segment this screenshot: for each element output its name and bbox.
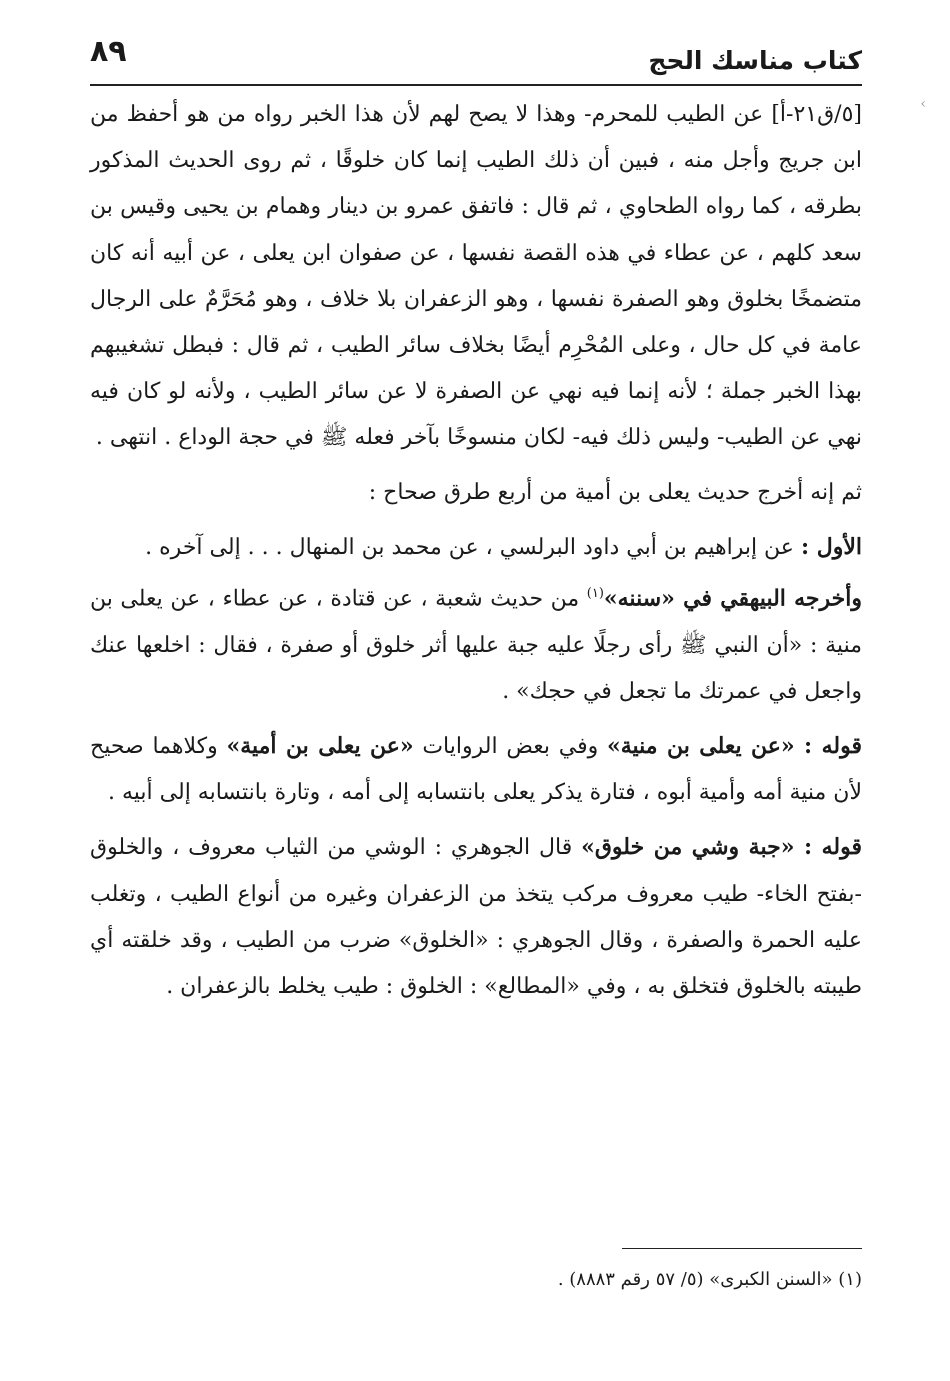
footnote: (١) «السنن الكبرى» (٥/ ٥٧ رقم ٨٨٨٣) . (557, 1269, 862, 1290)
running-title: كتاب مناسك الحج (648, 46, 862, 75)
main-text (90, 92, 862, 1010)
paragraph-4-lead: وأخرجه البيهقي في «سننه» (603, 585, 863, 612)
paragraph-5-mid: وفي بعض الروايات (413, 733, 607, 759)
footnote-divider (622, 1248, 862, 1249)
paragraph-6-text: قال الجوهري : الوشي من الثياب معروف ، والخلوق -بفتح الخاء- طيب معروف مركب يتخذ من الزعفران وغيره من أنواع الطيب ، وتغلب عليه الحمرة والصفرة ، وقال الجوهري : «الخلوق» ضرب من الطيب ، وقد خلقته أي طيبته بالخلوق فتخلق به ، وفي «المطالع» : الخلوق : طيب يخلط بالزعفران . (90, 835, 862, 999)
paragraph-3 (90, 524, 862, 571)
paragraph-5-text: وكلاهما صحيح لأن منية أمه وأمية أبوه ، فتارة يذكر يعلى بانتسابه إلى أمه ، وتارة بانتسابه إلى أبيه . (90, 733, 862, 806)
margin-mark: ‹ (920, 96, 926, 112)
paragraph-4-text: من حديث شعبة ، عن قتادة ، عن عطاء ، عن يعلى بن منية : «أن النبي ﷺ رأى رجلًا عليه جبة عليها أثر خلوق أو صفرة ، فقال : اخلعها عنك واجعل في عمرتك ما تجعل في حجك» . (90, 586, 862, 704)
paragraph-3-text: عن إبراهيم بن أبي داود البرلسي ، عن محمد بن المنهال . . . إلى آخره . (145, 534, 801, 560)
paragraph-5-emphasis: «عن يعلى بن أمية» (226, 732, 414, 759)
paragraph-1: [٥/ق٢١-أ] عن الطيب للمحرم- وهذا لا يصح لهم لأن هذا الخبر رواه من هو أحفظ من ابن جريج وأجل منه ، فبين أن ذلك الطيب إنما كان خلوقًا ، ثم روى الحديث المذكور بطرقه ، كما رواه الطحاوي ، ثم قال : فاتفق عمرو بن دينار وهمام بن يحيى وقيس بن سعد كلهم ، عن عطاء في هذه القصة نفسها ، عن صفوان ابن يعلى ، عن أبيه أنه كان متضمخًا بخلوق وهو الصفرة نفسها ، وهو الزعفران بلا خلاف ، وهو مُحَرَّمٌ على الرجال عامة في كل حال ، وعلى المُحْرِم أيضًا بخلاف سائر الطيب ، ثم قال : فبطل تشغيبهم بهذا الخبر جملة ؛ لأنه إنما فيه نهي عن الصفرة لا عن سائر الطيب ، ولأنه لو كان فيه نهي عن الطيب- وليس ذلك فيه- لكان منسوخًا بآخر فعله ﷺ في حجة الوداع . انتهى . (90, 102, 862, 451)
paragraph-6-lead: قوله : «جبة وشي من خلوق» (581, 834, 863, 861)
footnote-ref: (١) (586, 586, 604, 602)
paragraph-5 (90, 723, 862, 816)
paragraph-2: ثم إنه أخرج حديث يعلى بن أمية من أربع طرق صحاح : (368, 479, 862, 505)
header-divider (90, 84, 862, 86)
paragraph-4 (90, 571, 862, 715)
paragraph-3-lead: الأول : (800, 533, 862, 560)
paragraph-5-lead: قوله : «عن يعلى بن منية» (606, 732, 862, 759)
page-header (90, 28, 862, 84)
paragraph-6 (90, 824, 862, 1010)
page-number: ٨٩ (90, 34, 127, 69)
